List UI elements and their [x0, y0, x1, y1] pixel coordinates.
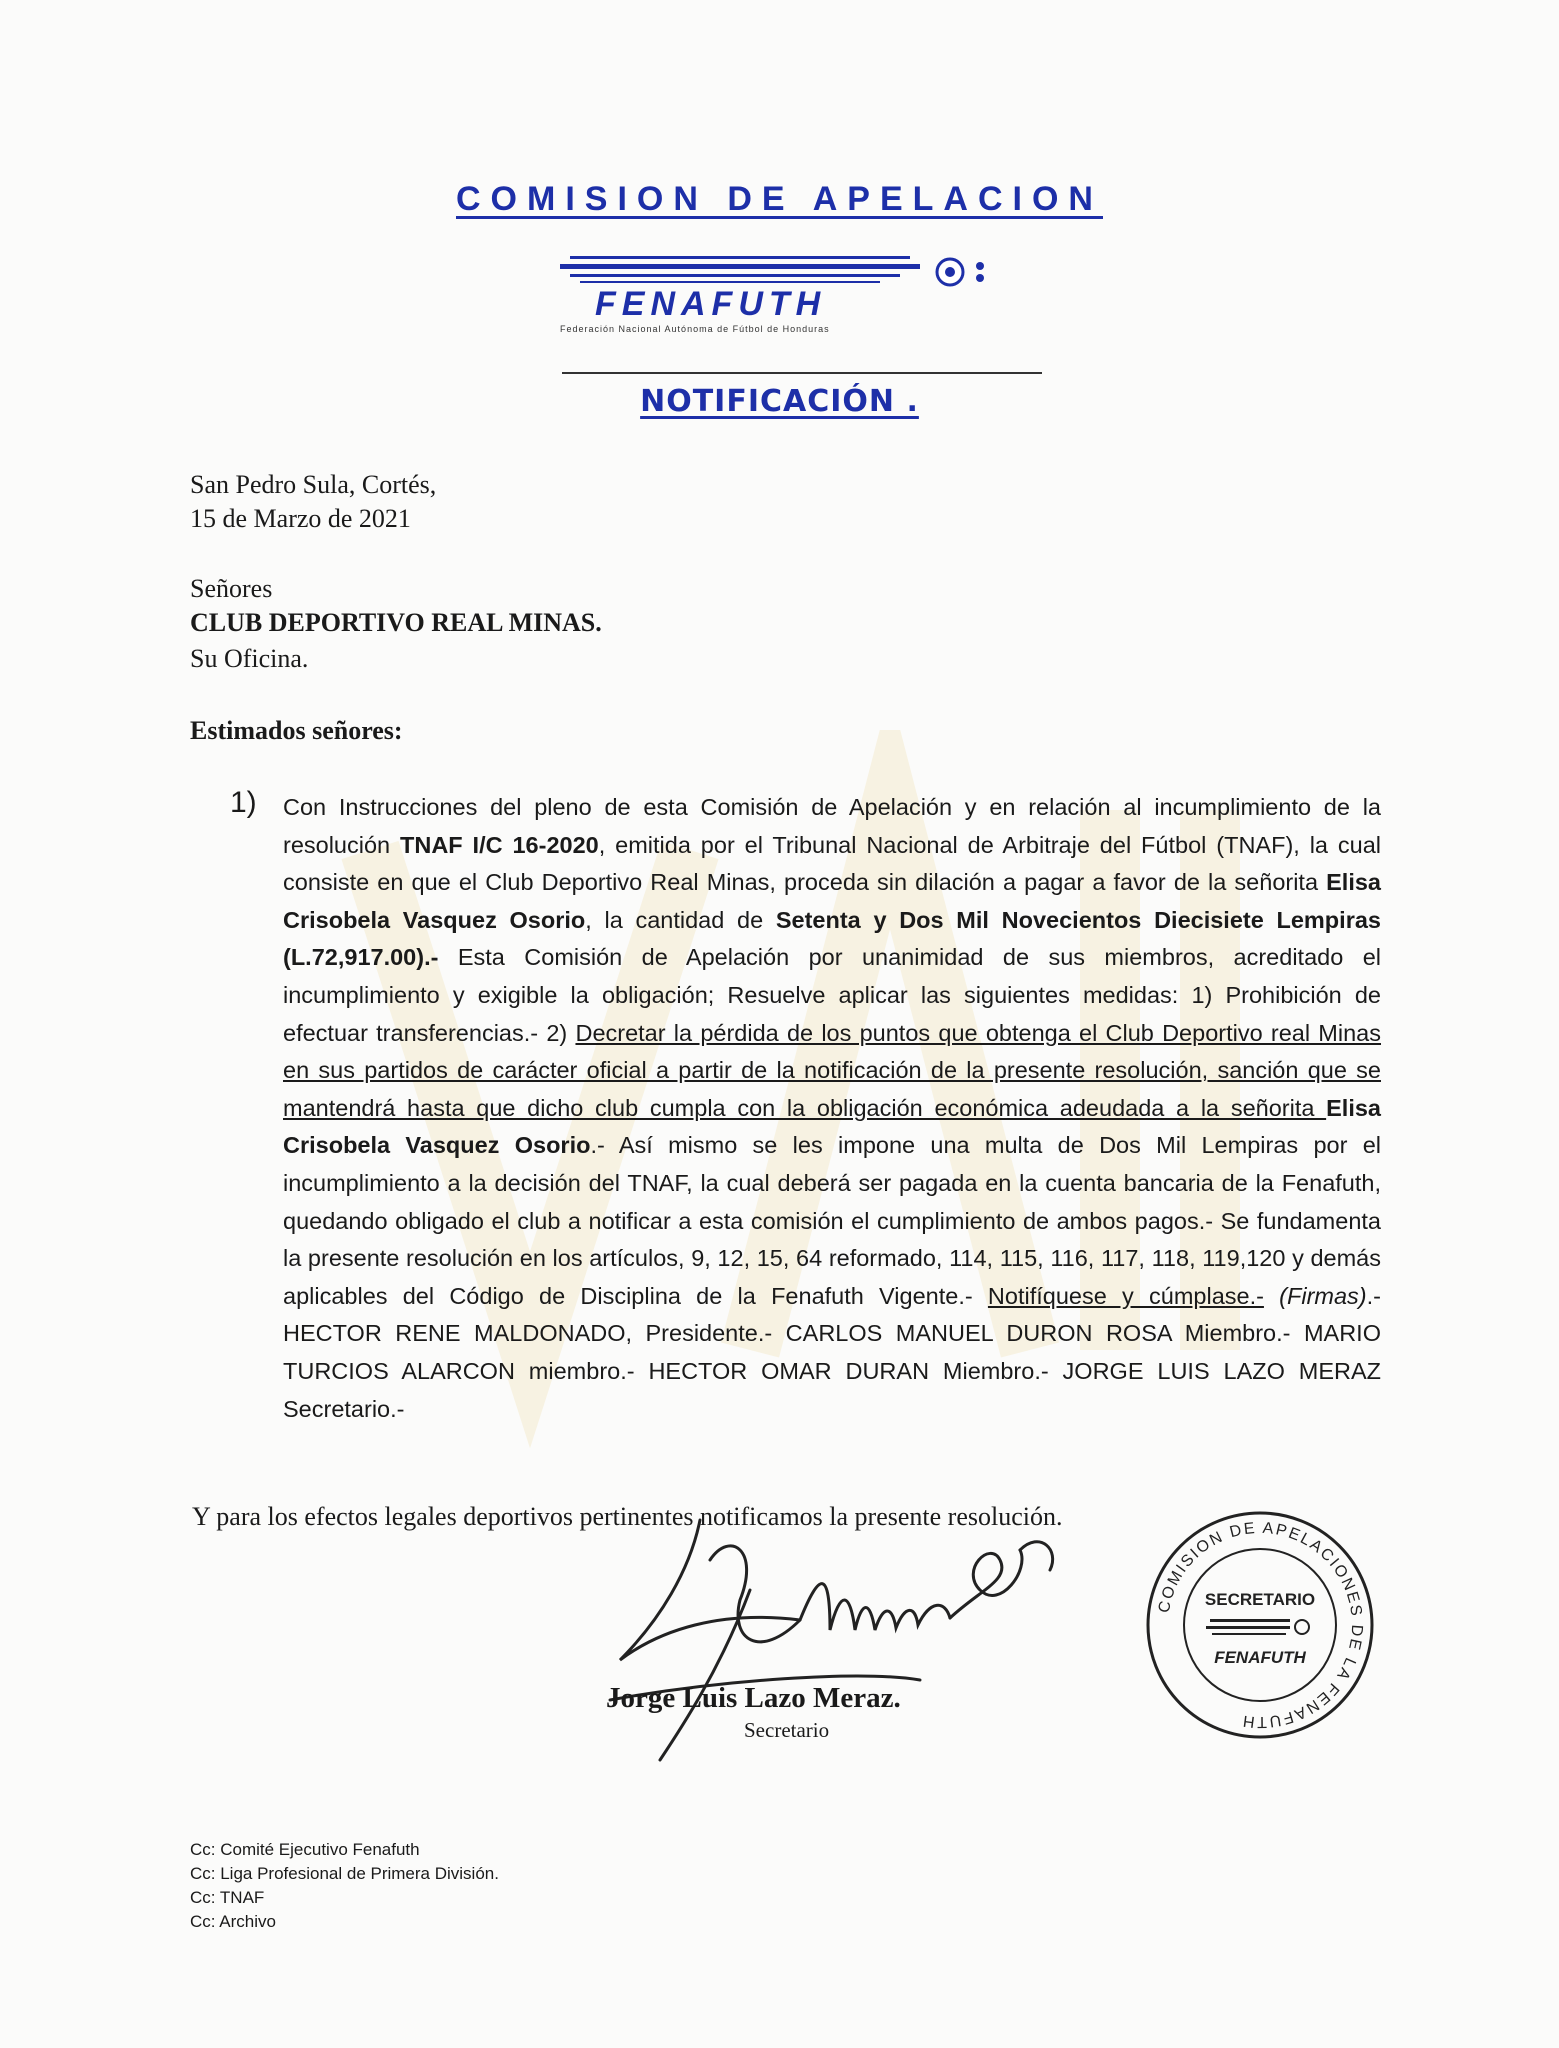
resolution-ref: TNAF I/C 16-2020: [400, 831, 599, 858]
handwritten-signature: [600, 1510, 1140, 1770]
notify-clause: Notifíquese y cúmplase.-: [987, 1282, 1264, 1309]
notification-title: NOTIFICACIÓN .: [640, 384, 919, 419]
paragraph-text: , la cantidad de: [585, 906, 776, 933]
logo-wordmark: FENAFUTH: [595, 285, 827, 323]
seal-logo: FENAFUTH: [1214, 1648, 1306, 1667]
fenafuth-logo: [540, 250, 1020, 340]
official-seal: [1140, 1505, 1380, 1745]
copy-list: [190, 1838, 499, 1934]
amount-text: Setenta y Dos Mil Novecientos Diecisiete Lempiras (L.72,917.00).-: [283, 906, 1381, 971]
beneficiary-name: Elisa Crisobela Vasquez Osorio: [283, 869, 1381, 933]
addressee-name: CLUB DEPORTIVO REAL MINAS.: [190, 608, 602, 637]
paragraph-text: , emitida por el Tribunal Nacional de Arbitraje del Fútbol (TNAF), la cual consiste en que el Club Deportivo Real Minas, proceda sin dilación a pagar a favor de la señorita: [283, 831, 1381, 896]
signatures-note: (Firmas): [1279, 1282, 1367, 1309]
copy-item: Cc: Archivo: [190, 1912, 276, 1931]
copy-item: Cc: Liga Profesional de Primera División.: [190, 1864, 499, 1883]
addressee-office: Su Oficina.: [190, 644, 309, 673]
paragraph-text: Esta Comisión de Apelación por unanimidad de sus miembros, acreditado el incumplimiento y exigible la obligación; Resuelve aplicar las siguientes medidas: 1) Prohibición de efectuar transferencias.- 2): [283, 944, 1381, 1046]
signatory-name: Jorge Luis Lazo Meraz.: [606, 1682, 901, 1714]
paragraph-text: .- Así mismo se les impone una multa de Dos Mil Lempiras por el incumplimiento a la decisión del TNAF, la cual deberá ser pagada en la cuenta bancaria de la Fenafuth, quedando obligado el club a notificar a esta comisión el cumplimiento de ambos pagos.- Se fundamenta la presente resolución en los artículos, 9, 12, 15, 64 reformado, 114, 115, 116, 117, 118, 119,120 y demás aplicables del Código de Disciplina de la Fenafuth Vigente.-: [283, 1132, 1381, 1309]
date-line: 15 de Marzo de 2021: [190, 504, 411, 533]
copy-item: Cc: TNAF: [190, 1888, 265, 1907]
beneficiary-name: Elisa Crisobela Vasquez Osorio: [283, 1094, 1381, 1159]
paragraph-text: Con Instrucciones del pleno de esta Comisión de Apelación y en relación al incumplimiento de la resolución: [283, 794, 1381, 858]
sanction-text: Decretar la pérdida de los puntos que obtenga el Club Deportivo real Minas en sus partidos de carácter oficial a partir de la notificación de la presente resolución, sanción que se mantendrá hasta que dicho club cumpla con la obligación económica adeudada a la señorita: [283, 1019, 1381, 1121]
copy-item: Cc: Comité Ejecutivo Fenafuth: [190, 1840, 420, 1859]
greeting: Estimados señores:: [190, 716, 403, 745]
divider-rule: [562, 372, 1042, 374]
commission-heading: COMISION DE APELACION: [456, 180, 1103, 218]
svg-text:COMISION DE APELACIONES DE LA: [1156, 1520, 1365, 1730]
paragraph-text: .- HECTOR RENE MALDONADO, Presidente.- CARLOS MANUEL DURON ROSA Miembro.- MARIO TURCIOS ALARCON miembro.- HECTOR OMAR DURAN Miembro.- JORGE LUIS LAZO MERAZ Secretario.-: [283, 1282, 1381, 1422]
seal-title: SECRETARIO: [1204, 1590, 1316, 1609]
closing-line: Y para los efectos legales deportivos pertinentes notificamos la presente resolución.: [192, 1502, 1063, 1531]
resolution-paragraph: [283, 789, 1381, 1428]
seal-ring-text: COMISION DE APELACIONES DE LA FENAFUTH: [1155, 1519, 1366, 1731]
item-number: 1): [230, 786, 257, 819]
signatory-title: Secretario: [744, 1718, 830, 1742]
place-line: San Pedro Sula, Cortés,: [190, 470, 437, 499]
logo-subtitle: Federación Nacional Autónoma de Fútbol de Honduras: [560, 324, 830, 334]
addressee-salutation: Señores: [190, 574, 273, 603]
spacer-text: [1264, 1283, 1279, 1309]
